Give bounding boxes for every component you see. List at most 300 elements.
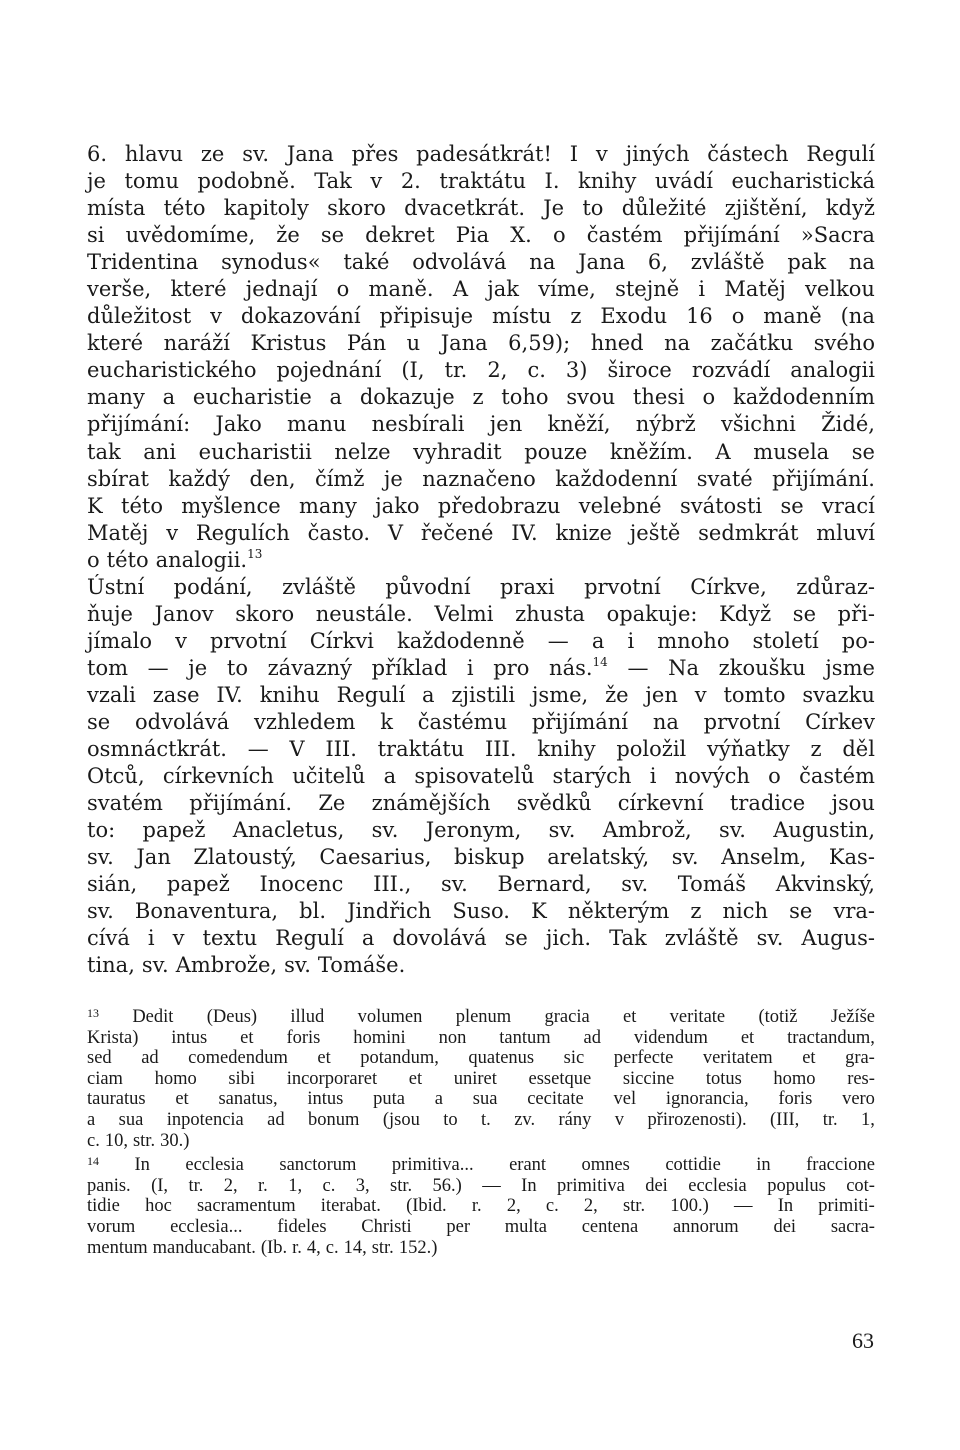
word: maně. [368,277,434,302]
word: et [740,1027,755,1048]
word: velebné [578,493,662,518]
footnote-14-line [87,1196,875,1217]
word: jsou [831,791,875,816]
word: přijímání [531,709,629,734]
word: veritatem [702,1048,773,1069]
word: častému [417,709,508,734]
word: pojednání [276,358,382,383]
word: 6, [647,250,668,275]
word: výňatky [707,737,790,762]
word: videndum [633,1027,708,1048]
text-line [87,195,875,222]
footnote-ref-13: 13 [247,546,263,561]
word: volumen [357,1007,423,1027]
word: t. [481,1109,491,1130]
word: inpotencia [166,1109,244,1130]
word: manu [286,412,347,437]
word: naráží [163,331,230,356]
word: siccine [622,1068,675,1089]
word: — [627,655,649,680]
word: jsme [825,655,875,680]
word: v [595,142,608,166]
word: a [422,682,435,707]
word: 6,59); [508,331,571,356]
word: knize [555,520,612,545]
word: potandum, [360,1048,439,1069]
text-line [87,249,875,276]
word: některým [567,899,670,924]
word: sv. [371,818,399,843]
word: str. [371,1237,394,1258]
word: svědků [516,791,592,816]
word: si [87,223,105,248]
word: i [147,926,155,951]
word: ze [200,142,225,166]
word: ňuje [87,601,133,626]
word: tr. [822,1109,838,1130]
word: Matěj [724,277,786,302]
page-number: 63 [852,1328,874,1353]
word: zase [152,682,200,707]
word: c. [325,1237,339,1258]
word: také [343,250,390,275]
word: panis. [87,1175,131,1196]
text-line [87,871,875,898]
word: všichni [720,412,796,437]
word: 2. [400,169,421,194]
word: prvotní [210,628,287,653]
word: A [715,439,731,464]
word: Pán [346,331,387,356]
word: essetque [528,1068,592,1089]
word: každý [168,466,230,491]
word: Pia [455,223,490,248]
word: — [147,655,169,680]
word: sv. [87,899,114,924]
word: Akvinský, [775,872,875,897]
word: uvědomíme, [125,223,256,248]
word: non [438,1027,467,1048]
word: III., [373,872,412,897]
word: Církvi [309,628,374,653]
word: sacra- [830,1216,875,1237]
word: každodenním [732,385,875,410]
word: neustále. [315,601,413,626]
word: sv. [719,818,746,843]
footnote-14-line [87,1155,875,1176]
word: tom [87,655,128,680]
word: na [652,709,679,734]
word: Tomáše. [317,953,406,978]
word: (III, [770,1109,800,1130]
word: eucharistického [87,358,257,383]
footnotes [87,1007,875,1258]
text-line [87,411,875,438]
word: mnoho [657,628,730,653]
word: skoro [327,196,386,221]
word: Církev [805,709,875,734]
word: papež [142,818,206,843]
word: et [317,1048,331,1069]
word: ecclesia [688,1175,747,1196]
word: textu [202,926,258,951]
word: mentum [87,1237,148,1258]
word: vzhledem [254,709,356,734]
word: zvláště [690,250,765,275]
word: se [504,926,528,951]
word: K [531,899,547,924]
word: plenum [455,1007,512,1027]
word: předobrazu [437,493,561,518]
text-line [87,493,875,520]
footnote-13-line [87,1131,875,1152]
text-line [87,547,875,574]
word: pak [787,250,827,275]
word: (Deus) [206,1007,258,1027]
word: homini [353,1027,406,1048]
word: přijímání [683,223,780,248]
word: Tak [609,926,647,951]
word: jen [489,412,523,437]
word: tina, [87,953,135,978]
word: o [336,277,350,302]
word: Jeronym, [425,818,522,843]
word: i [698,277,706,302]
word: častém [586,223,663,248]
footnote-13-line [87,1110,875,1131]
word: Ježíše [830,1007,875,1027]
text-line [87,303,875,330]
word: Anacletus, [232,818,345,843]
word: gra- [845,1048,875,1069]
word: centena [581,1216,639,1237]
word: sv. [141,953,169,978]
word: bl. [299,899,326,924]
word: tr. [444,358,468,383]
word: dokazování [240,304,361,329]
word: nýbrž [635,412,696,437]
word: přijímání: [87,412,191,437]
word: místu [492,304,552,329]
word: res- [847,1068,875,1089]
word: čímž [314,466,365,491]
word: ignorancia, [665,1089,749,1110]
word: často. [307,520,371,545]
word: »Sacra [800,223,875,248]
word: musela [753,439,830,464]
word: intus [171,1027,208,1048]
word: sbírat [87,466,149,491]
footnote-ref-14: 14 [592,654,608,669]
word: many [299,493,357,518]
word: po- [841,628,875,653]
word: sv. [756,926,784,951]
word: zv. [514,1109,536,1130]
word: Matěj [87,520,149,545]
word: sacramentum [196,1196,296,1217]
word: v [166,520,179,545]
word: c. [87,1130,100,1151]
word: zjistili [451,682,516,707]
word: nesbírali [371,412,465,437]
word: prvotní [584,574,661,599]
word: známějších [371,791,491,816]
word: manducabant. [152,1237,256,1258]
word: o [87,547,100,572]
word: tomu [124,169,179,194]
word: toho [501,385,549,410]
word: 10, [104,1130,128,1151]
text-line [87,520,875,547]
word: se [320,223,345,248]
word: ani [143,439,177,464]
word: homo [773,1068,816,1089]
word: jich. [545,926,592,951]
word: eucharistická [731,169,875,194]
word: gracia [544,1007,590,1027]
word: sv. [671,845,699,870]
word: této [121,493,163,518]
word: 56.) [432,1175,462,1196]
word: svaté [696,466,753,491]
word: to [582,196,604,221]
text-line [87,141,875,168]
word: sanatus, [218,1089,278,1110]
word: c. [322,1175,336,1196]
footnote-13-line [87,1069,875,1090]
word: 2, [487,358,508,383]
word: Otců, [87,764,145,789]
word: V [289,737,305,762]
word: přes [351,142,399,166]
word: cot- [846,1175,875,1196]
word: odvolává [135,709,230,734]
word: zjištění, [724,196,808,221]
word: erant [509,1155,547,1176]
text-line [87,952,875,979]
word: tidie [87,1196,120,1217]
word: důležité [621,196,707,221]
word: fideles [277,1216,327,1237]
text-line [87,655,875,682]
word: (I, [401,358,425,383]
word: IV. [511,520,538,545]
word: prvotní [703,709,781,734]
word: Regulí [275,926,344,951]
word: cívá [87,926,130,951]
word: annorum [672,1216,739,1237]
word: Kristus [250,331,327,356]
text-line [87,817,875,844]
word: Židé, [821,412,875,437]
footnote-14-number: 14 [87,1154,99,1169]
word: knihu [259,682,320,707]
word: Jana [440,331,488,356]
word: 3) [565,358,588,383]
word: Krista) [87,1027,139,1048]
word: církevní [617,791,704,816]
word: (jsou [382,1109,420,1130]
word: veritate [669,1007,726,1027]
word: Regulích [195,520,290,545]
word: místa [87,196,146,221]
word: tr. [188,1175,204,1196]
text-line [87,790,875,817]
word: ad [267,1109,285,1130]
word: tractandum, [787,1027,875,1048]
word: o [702,385,716,410]
word: stejně [615,277,680,302]
word: vyhradit [413,439,502,464]
word: str. [390,1175,413,1196]
word: částech [707,142,789,166]
word: Regulí [336,682,406,707]
word: vrací [821,493,875,518]
word: tradice [729,791,806,816]
word: zvláště [282,574,356,599]
word: eucharistie [192,385,312,410]
word: dvacetkrát. [404,196,526,221]
word: se [851,439,875,464]
word: totus [705,1068,742,1089]
word: přijímání. [772,466,875,491]
word: církevních [162,764,274,789]
word: praxi [500,574,555,599]
word: (na [840,304,875,329]
footnote-14-line [87,1238,875,1259]
word: Christi [361,1216,412,1237]
word: víme, [538,277,596,302]
word: sián, [87,872,138,897]
word: sv. [441,872,468,897]
word: 100.) [670,1196,709,1217]
word: široce [607,358,672,383]
word: maně [763,304,822,329]
text-line [87,898,875,925]
word: dekret [365,223,435,248]
word: perfecte [613,1048,674,1069]
word: puta [373,1089,405,1110]
footnote-13-number: 13 [87,1006,99,1020]
word: rány [558,1109,592,1130]
word: sv. [284,953,311,978]
word: eucharistii [198,439,312,464]
word: arelatský, [547,845,650,870]
word: příklad [371,655,448,680]
word: primiti- [818,1196,875,1217]
word: Bernard, [497,872,592,897]
text-line [87,330,875,357]
word: Dedit [132,1007,174,1027]
text-line [87,574,875,601]
word: rozvádí [691,358,771,383]
word: jako [375,493,420,518]
word: hned [590,331,644,356]
word: a [329,385,343,410]
word: 2, [223,1175,238,1196]
word: častém [799,764,875,789]
word: et [175,1089,189,1110]
word: ecclesia [185,1155,244,1176]
word: v [175,628,187,653]
word: many [87,385,145,410]
word: verše, [87,277,152,302]
word: synodus« [221,250,321,275]
word: Ústní [87,574,145,599]
word: zvláště [664,926,739,951]
word: kněžím. [609,439,693,464]
word: sanctorum [279,1155,357,1176]
word: (Ib. [260,1237,288,1258]
word: Suso. [452,899,510,924]
word: (I, [151,1175,169,1196]
word: In [134,1155,150,1176]
footnote-13-line [87,1089,875,1110]
word: odvolává [412,250,507,275]
word: et [408,1068,423,1089]
word: uvádí [654,169,713,194]
text-line [87,466,875,493]
word: — [482,1175,501,1196]
word: IV. [216,682,243,707]
word: foris [778,1089,813,1110]
word: 1, [861,1109,875,1130]
word: důležitost [87,304,192,329]
word: v [172,926,185,951]
word: (Ibid. [406,1196,447,1217]
word: traktátu [439,169,527,194]
word: nás.$^{14}$ [549,654,608,680]
word: dei [645,1175,668,1196]
word: A [452,277,468,302]
word: jak [487,277,519,302]
word: se [87,709,111,734]
word: se [789,899,813,924]
word: r. [471,1196,482,1217]
word: vorum [87,1216,136,1237]
word: v [370,169,383,194]
word: svou [566,385,616,410]
word: I. [544,169,560,194]
word: zhusta [515,601,585,626]
word: pro [493,655,530,680]
word: i [627,628,635,653]
word: starých [552,764,632,789]
word: jednají [245,277,318,302]
word: zdůraz- [796,574,875,599]
word: vel [613,1089,637,1110]
word: In [521,1175,537,1196]
word: Jana [286,142,334,166]
word: Církve, [690,574,767,599]
footnote-14-line [87,1176,875,1197]
word: sedmkrát [698,520,799,545]
word: primitiva... [391,1155,474,1176]
word: Tomáš [677,872,747,897]
word: V [387,520,404,545]
text-line [87,628,875,655]
word: c. [527,358,546,383]
word: sv. [548,818,576,843]
word: u [406,331,421,356]
word: položil [616,737,687,762]
word: svatém [87,791,163,816]
word: sua [472,1089,498,1110]
word: uniret [453,1068,497,1089]
word: III. [484,737,517,762]
word: Inocenc [259,872,344,897]
word: začátku [710,331,794,356]
